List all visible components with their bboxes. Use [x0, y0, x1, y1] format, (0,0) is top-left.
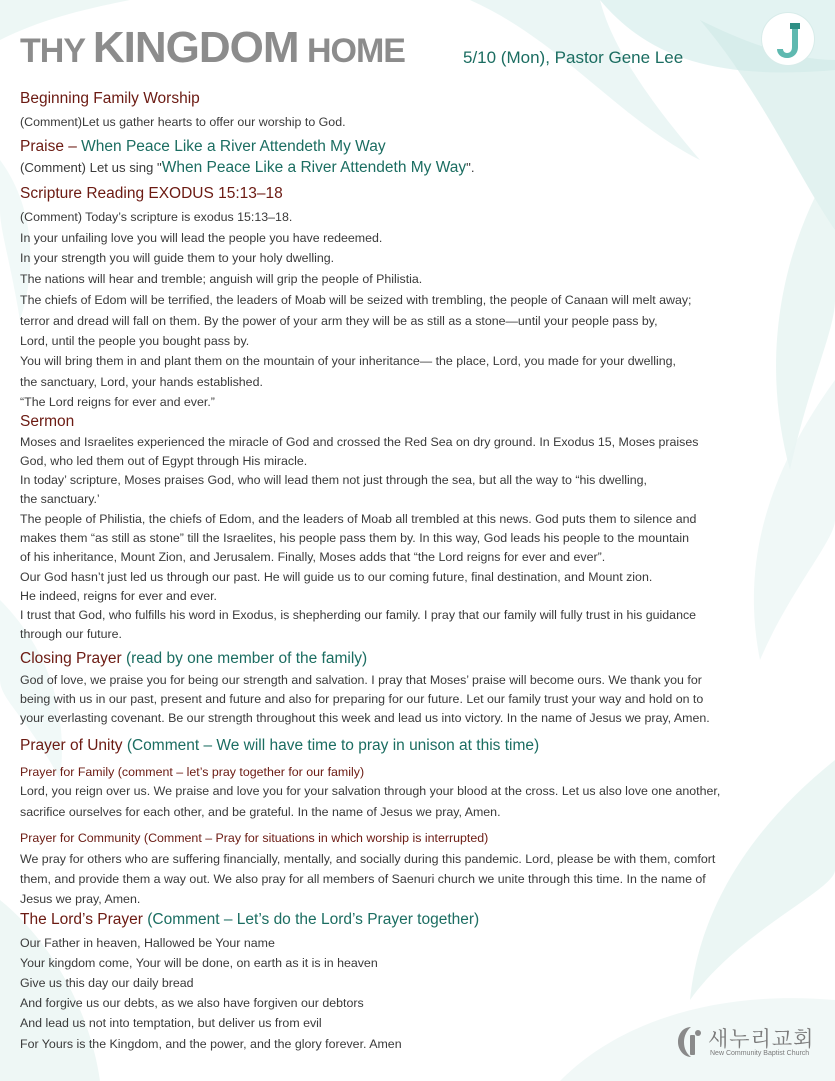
closing-heading-label: Closing Prayer — [20, 650, 126, 667]
page-title — [20, 23, 405, 72]
church-name-english: New Community Baptist Church — [710, 1050, 810, 1057]
heading-prayer-of-unity — [20, 736, 539, 756]
heading-scripture: Scripture Reading EXODUS 15:13–18 — [20, 185, 283, 202]
community-prayer-line: Jesus we pray, Amen. — [20, 892, 141, 906]
scripture-line: In your strength you will guide them to your holy dwelling. — [20, 251, 335, 265]
lords-prayer-heading-label: The Lord’s Prayer — [20, 911, 148, 928]
lords-prayer-line: For Yours is the Kingdom, and the power, and the glory forever. Amen — [20, 1037, 402, 1051]
sermon-line: He indeed, reigns for ever and ever. — [20, 589, 217, 603]
closing-line: your everlasting covenant. Be our strength throughout this week and lead us into victory. In the name of Jesus we pray, Amen. — [20, 711, 710, 725]
scripture-line: The chiefs of Edom will be terrified, the leaders of Moab will be seized with trembling, the people of Canaan will melt away; — [20, 293, 692, 307]
heading-lords-prayer — [20, 910, 479, 930]
sermon-line: of his inheritance, Mount Zion, and Jerusalem. Finally, Moses adds that “the Lord reigns for ever and ever”. — [20, 550, 606, 564]
praise-comment-suffix: ". — [466, 160, 475, 175]
scripture-line: In your unfailing love you will lead the people you have redeemed. — [20, 231, 383, 245]
scripture-line: (Comment) Today’s scripture is exodus 15:13–18. — [20, 210, 293, 224]
lords-prayer-line: Your kingdom come, Your will be done, on earth as it is in heaven — [20, 956, 378, 970]
closing-heading-note: (read by one member of the family) — [125, 650, 368, 667]
sermon-line: In today’ scripture, Moses praises God, who will lead them not just through the sea, but all the way to “his dwelling, — [20, 473, 647, 487]
heading-prayer-for-community: Prayer for Community (Comment – Pray for situations in which worship is interrupted) — [20, 831, 489, 845]
praise-comment-prefix: (Comment) Let us sing " — [20, 160, 162, 175]
community-prayer-line: them, and provide them a way out. We also pray for all members of Saenuri church we unite through this time. In the name of — [20, 872, 706, 886]
lords-prayer-line: And forgive us our debts, as we also have forgiven our debtors — [20, 996, 364, 1010]
unity-heading-label: Prayer of Unity — [20, 737, 127, 754]
praise-song: When Peace Like a River Attendeth My Way — [81, 138, 386, 155]
sermon-line: I trust that God, who fulfills his word in Exodus, is shepherding our family. I pray that our family will fully trust in his guidance — [20, 608, 697, 622]
closing-line: God of love, we praise you for being our strength and salvation. I pray that Moses’ praise will become ours. We thank you for — [20, 673, 702, 687]
praise-comment-song: When Peace Like a River Attendeth My Way — [161, 159, 467, 176]
unity-heading-note: (Comment – We will have time to pray in unison at this time) — [126, 737, 540, 754]
heading-beginning: Beginning Family Worship — [20, 90, 200, 107]
family-prayer-line: sacrifice ourselves for each other, and be grateful. In the name of Jesus we pray, Amen. — [20, 805, 501, 819]
sermon-line: makes them “as still as stone” till the Israelites, his people pass them by. In this way, God leads his people to the mountain — [20, 531, 689, 545]
heading-prayer-for-family: Prayer for Family (comment – let’s pray together for our family) — [20, 765, 365, 779]
lords-prayer-line: And lead us not into temptation, but deliver us from evil — [20, 1016, 322, 1030]
scripture-line: the sanctuary, Lord, your hands established. — [20, 375, 263, 389]
lords-prayer-line: Our Father in heaven, Hallowed be Your name — [20, 936, 275, 950]
community-prayer-line: We pray for others who are suffering financially, mentally, and socially during this pandemic. Lord, please be with them, comfort — [20, 852, 716, 866]
family-prayer-line: Lord, you reign over us. We praise and love you for your salvation through your blood at the cross. Let us also love one another, — [20, 784, 721, 798]
church-logo-icon — [676, 1025, 706, 1059]
beginning-comment: (Comment)Let us gather hearts to offer our worship to God. — [20, 115, 346, 129]
sermon-line: through our future. — [20, 627, 122, 641]
heading-praise — [20, 137, 386, 157]
date-pastor: 5/10 (Mon), Pastor Gene Lee — [463, 48, 684, 67]
closing-line: being with us in our past, present and future and also for preparing for our future. Let our family trust your way and hold on to — [20, 692, 704, 706]
sermon-line: The people of Philistia, the chiefs of Edom, and the leaders of Moab all trembled at this news. God puts them to silence and — [20, 512, 697, 526]
praise-comment — [20, 158, 475, 178]
church-name-korean: 새누리교회 — [708, 1028, 815, 1051]
praise-label: Praise – — [20, 138, 82, 155]
heading-closing-prayer — [20, 649, 367, 669]
lords-prayer-line: Give us this day our daily bread — [20, 976, 194, 990]
sermon-line: the sanctuary.’ — [20, 492, 100, 506]
j-logo-icon — [762, 13, 814, 65]
scripture-line: terror and dread will fall on them. By the power of your arm they will be as still as a stone—until your people pass by, — [20, 314, 658, 328]
scripture-line: The nations will hear and tremble; anguish will grip the people of Philistia. — [20, 272, 423, 286]
sermon-line: Moses and Israelites experienced the miracle of God and crossed the Red Sea on dry ground. In Exodus 15, Moses praises — [20, 435, 699, 449]
scripture-line: You will bring them in and plant them on the mountain of your inheritance— the place, Lord, you made for your dwelling, — [20, 354, 676, 368]
title-home: HOME — [298, 32, 405, 70]
scripture-line: “The Lord reigns for ever and ever.” — [20, 395, 215, 409]
title-thy: THY — [20, 32, 93, 70]
sermon-line: God, who led them out of Egypt through His miracle. — [20, 454, 308, 468]
heading-sermon: Sermon — [20, 413, 75, 430]
lords-prayer-heading-note: (Comment – Let’s do the Lord’s Prayer together) — [147, 911, 480, 928]
title-kingdom: KINGDOM — [92, 23, 299, 72]
scripture-line: Lord, until the people you bought pass by. — [20, 334, 250, 348]
j-logo-glyph-icon — [762, 13, 814, 65]
sermon-line: Our God hasn’t just led us through our past. He will guide us to our coming future, final destination, and Mount zion. — [20, 570, 653, 584]
